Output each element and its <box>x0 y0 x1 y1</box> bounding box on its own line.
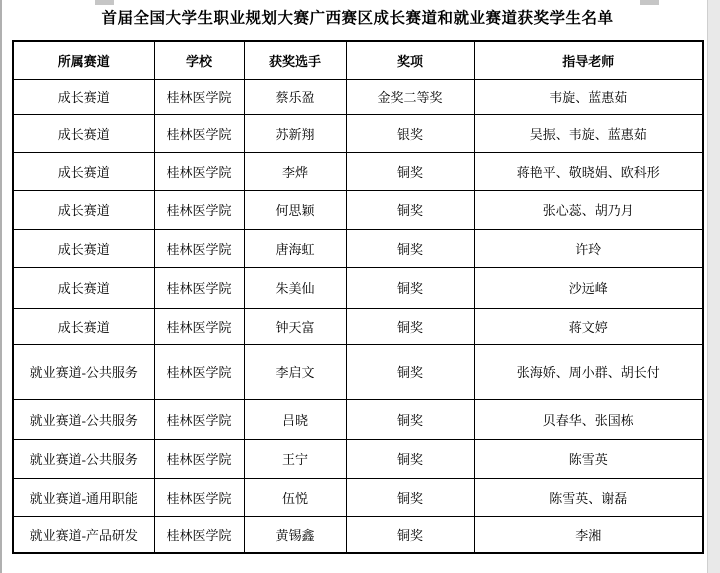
table-row <box>13 114 703 152</box>
cell-winner: 蔡乐盈 <box>244 79 346 114</box>
cell-school: 桂林医学院 <box>154 308 244 344</box>
page-left-edge <box>0 0 2 573</box>
cell-winner: 何思颖 <box>244 190 346 229</box>
col-header-winner: 获奖选手 <box>244 41 346 79</box>
table-row <box>13 79 703 114</box>
cell-track: 就业赛道-公共服务 <box>13 439 154 478</box>
cell-teachers: 张心蕊、胡乃月 <box>474 190 703 229</box>
cell-winner: 王宁 <box>244 439 346 478</box>
cell-track: 就业赛道-公共服务 <box>13 344 154 399</box>
cell-teachers: 沙远峰 <box>474 267 703 308</box>
cell-teachers: 贝春华、张国栋 <box>474 399 703 439</box>
cell-track: 就业赛道-公共服务 <box>13 399 154 439</box>
cell-winner: 伍悦 <box>244 478 346 516</box>
cell-award: 铜奖 <box>346 439 474 478</box>
cell-school: 桂林医学院 <box>154 79 244 114</box>
cell-award: 铜奖 <box>346 478 474 516</box>
page-title: 首届全国大学生职业规划大赛广西赛区成长赛道和就业赛道获奖学生名单 <box>101 10 614 27</box>
cell-teachers: 李湘 <box>474 516 703 553</box>
cell-school: 桂林医学院 <box>154 190 244 229</box>
table-row <box>13 152 703 190</box>
cell-track: 就业赛道-产品研发 <box>13 516 154 553</box>
top-edge-fragment-left <box>95 0 114 5</box>
cell-winner: 朱美仙 <box>244 267 346 308</box>
cell-award: 金奖二等奖 <box>346 79 474 114</box>
cell-track: 成长赛道 <box>13 308 154 344</box>
cell-award: 铜奖 <box>346 308 474 344</box>
cell-track: 成长赛道 <box>13 152 154 190</box>
cell-track: 成长赛道 <box>13 79 154 114</box>
cell-teachers: 吴振、韦旋、蓝惠茹 <box>474 114 703 152</box>
cell-school: 桂林医学院 <box>154 152 244 190</box>
table-row <box>13 478 703 516</box>
cell-award: 铜奖 <box>346 344 474 399</box>
cell-teachers: 韦旋、蓝惠茹 <box>474 79 703 114</box>
cell-teachers: 陈雪英 <box>474 439 703 478</box>
cell-school: 桂林医学院 <box>154 478 244 516</box>
cell-track: 就业赛道-通用职能 <box>13 478 154 516</box>
col-header-teachers: 指导老师 <box>474 41 703 79</box>
cell-school: 桂林医学院 <box>154 267 244 308</box>
table-row <box>13 516 703 553</box>
table-row <box>13 308 703 344</box>
top-edge-fragment-right <box>640 0 659 5</box>
cell-track: 成长赛道 <box>13 267 154 308</box>
table-row <box>13 344 703 399</box>
table-row <box>13 267 703 308</box>
canvas-gutter <box>707 0 720 573</box>
cell-teachers: 许玲 <box>474 229 703 267</box>
cell-award: 铜奖 <box>346 190 474 229</box>
table-row <box>13 439 703 478</box>
cell-winner: 钟天富 <box>244 308 346 344</box>
cell-teachers: 蒋文婷 <box>474 308 703 344</box>
table-row <box>13 229 703 267</box>
cell-award: 银奖 <box>346 114 474 152</box>
col-header-school: 学校 <box>154 41 244 79</box>
cell-award: 铜奖 <box>346 267 474 308</box>
cell-winner: 黄锡鑫 <box>244 516 346 553</box>
cell-school: 桂林医学院 <box>154 229 244 267</box>
cell-school: 桂林医学院 <box>154 516 244 553</box>
cell-track: 成长赛道 <box>13 229 154 267</box>
table-body <box>13 79 703 553</box>
cell-teachers: 张海娇、周小群、胡长付 <box>474 344 703 399</box>
cell-school: 桂林医学院 <box>154 399 244 439</box>
col-header-track: 所属赛道 <box>13 41 154 79</box>
cell-track: 成长赛道 <box>13 114 154 152</box>
cell-award: 铜奖 <box>346 229 474 267</box>
cell-winner: 吕晓 <box>244 399 346 439</box>
cell-winner: 苏新翔 <box>244 114 346 152</box>
table-row <box>13 399 703 439</box>
cell-teachers: 蒋艳平、敬晓娟、欧科形 <box>474 152 703 190</box>
table-row <box>13 190 703 229</box>
header-row <box>13 41 703 79</box>
cell-winner: 李烨 <box>244 152 346 190</box>
cell-award: 铜奖 <box>346 399 474 439</box>
cell-track: 成长赛道 <box>13 190 154 229</box>
cell-winner: 李启文 <box>244 344 346 399</box>
col-header-award: 奖项 <box>346 41 474 79</box>
cell-school: 桂林医学院 <box>154 344 244 399</box>
cell-teachers: 陈雪英、谢磊 <box>474 478 703 516</box>
cell-award: 铜奖 <box>346 516 474 553</box>
cell-school: 桂林医学院 <box>154 114 244 152</box>
cell-award: 铜奖 <box>346 152 474 190</box>
cell-school: 桂林医学院 <box>154 439 244 478</box>
award-table <box>12 40 704 554</box>
cell-winner: 唐海虹 <box>244 229 346 267</box>
